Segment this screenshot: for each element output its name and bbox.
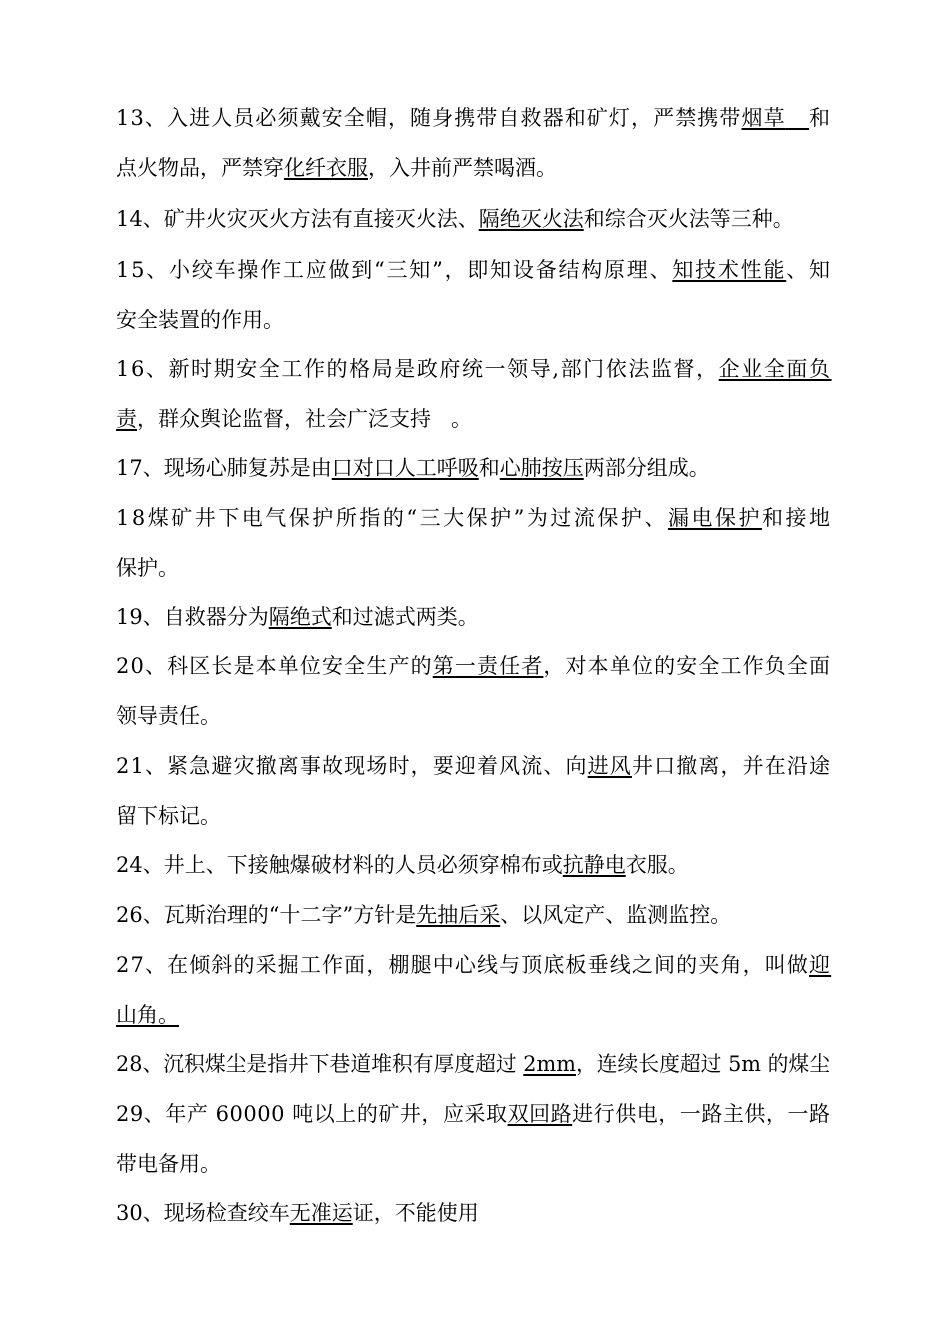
answer-underlined: 无准运 [289, 1201, 353, 1225]
question-line [116, 354, 832, 384]
answer-underlined: 口对口人工呼吸 [331, 456, 479, 480]
question-text: 井口撤离，并在沿途 [631, 754, 832, 778]
question-text: ，入井前严禁喝酒。 [368, 156, 557, 180]
question-text: 带电备用。 [116, 1152, 221, 1176]
question-text: 安全装置的作用。 [116, 308, 284, 332]
question-text: 18煤矿井下电气保护所指的“三大保护”为过流保护、 [116, 506, 668, 530]
answer-underlined: 山角。 [116, 1003, 179, 1027]
answer-underlined: 知技术性能 [672, 258, 787, 282]
answer-underlined [786, 106, 809, 130]
answer-underlined: 企业全面负 [718, 357, 832, 381]
answer-underlined: 抗静电 [562, 853, 626, 877]
question-text: 进行供电，一路主供，一路 [572, 1102, 831, 1126]
answer-underlined: 先抽后采 [416, 903, 501, 927]
question-text: 两部分组成。 [583, 456, 710, 480]
question-text: 、以风定产、监测监控。 [500, 903, 732, 927]
question-line [116, 103, 831, 133]
question-text: 30、现场检查绞车 [116, 1201, 290, 1225]
question-text: 、知 [786, 258, 832, 282]
question-line [116, 453, 710, 483]
question-line [116, 651, 831, 681]
question-line [116, 751, 831, 781]
question-text: 26、瓦斯治理的“十二字”方针是 [116, 903, 417, 927]
question-text: 保护。 [116, 556, 179, 580]
question-text: 15、小绞车操作工应做到“三知”，即知设备结构原理、 [116, 258, 673, 282]
answer-underlined: 心肺按压 [499, 456, 584, 480]
question-text: 13、入进人员必须戴安全帽，随身携带自救器和矿灯，严禁携带 [116, 106, 742, 130]
question-text: 和接地 [761, 506, 833, 530]
question-text: 和 [809, 106, 832, 130]
question-line [116, 503, 833, 533]
question-line [116, 950, 831, 980]
question-text: 衣服。 [625, 853, 689, 877]
question-text: 和 [478, 456, 500, 480]
question-text: 20、科区长是本单位安全生产的 [116, 654, 433, 678]
answer-underlined: 2mm [523, 1052, 576, 1076]
answer-underlined: 进风 [587, 754, 632, 778]
question-line [116, 404, 472, 434]
question-text: 24、井上、下接触爆破材料的人员必须穿棉布或 [116, 853, 563, 877]
answer-underlined: 隔绝灭火法 [478, 207, 584, 231]
question-text: 领导责任。 [116, 704, 221, 728]
question-text: ，对本单位的安全工作负全面 [543, 654, 832, 678]
question-text: 19、自救器分为 [116, 605, 269, 629]
question-line [116, 1049, 830, 1079]
question-line [116, 553, 179, 583]
answer-underlined: 漏电保护 [667, 506, 762, 530]
answer-underlined: 迎 [809, 953, 832, 977]
answer-underlined: 责 [116, 407, 137, 431]
question-line [116, 1149, 221, 1179]
question-line [116, 204, 794, 234]
question-line [116, 1000, 179, 1030]
question-line [116, 1198, 479, 1228]
question-text: 留下标记。 [116, 804, 221, 828]
question-line [116, 602, 479, 632]
question-line [116, 850, 689, 880]
answer-underlined: 第一责任者 [432, 654, 544, 678]
question-text: 证，不能使用 [352, 1201, 479, 1225]
answer-underlined: 烟草 [741, 106, 786, 130]
answer-underlined: 化纤衣服 [284, 156, 368, 180]
question-line [116, 701, 221, 731]
question-line [116, 900, 731, 930]
question-text: 和过滤式两类。 [331, 605, 479, 629]
question-text: 29、年产 60000 吨以上的矿井，应采取 [116, 1102, 508, 1126]
question-text: 和综合灭火法等三种。 [583, 207, 794, 231]
answer-underlined: 隔绝式 [268, 605, 332, 629]
answer-underlined: 双回路 [507, 1102, 573, 1126]
question-line [116, 305, 284, 335]
question-text: 14、矿井火灾灭火方法有直接灭火法、 [116, 207, 479, 231]
question-text: 28、沉积煤尘是指井下巷道堆积有厚度超过 [116, 1052, 524, 1076]
question-line [116, 1099, 831, 1129]
question-text: ，连续长度超过 5m 的煤尘 [575, 1052, 830, 1076]
question-text: 点火物品，严禁穿 [116, 156, 284, 180]
question-text: 17、现场心肺复苏是由 [116, 456, 332, 480]
question-line [116, 255, 832, 285]
question-line [116, 801, 221, 831]
question-text: 27、在倾斜的采掘工作面，棚腿中心线与顶底板垂线之间的夹角，叫做 [116, 953, 809, 977]
question-text: ，群众舆论监督，社会广泛支持 。 [137, 407, 473, 431]
question-line [116, 153, 557, 183]
question-text: 16、新时期安全工作的格局是政府统一领导,部门依法监督， [116, 357, 719, 381]
question-text: 21、紧急避灾撤离事故现场时，要迎着风流、向 [116, 754, 588, 778]
